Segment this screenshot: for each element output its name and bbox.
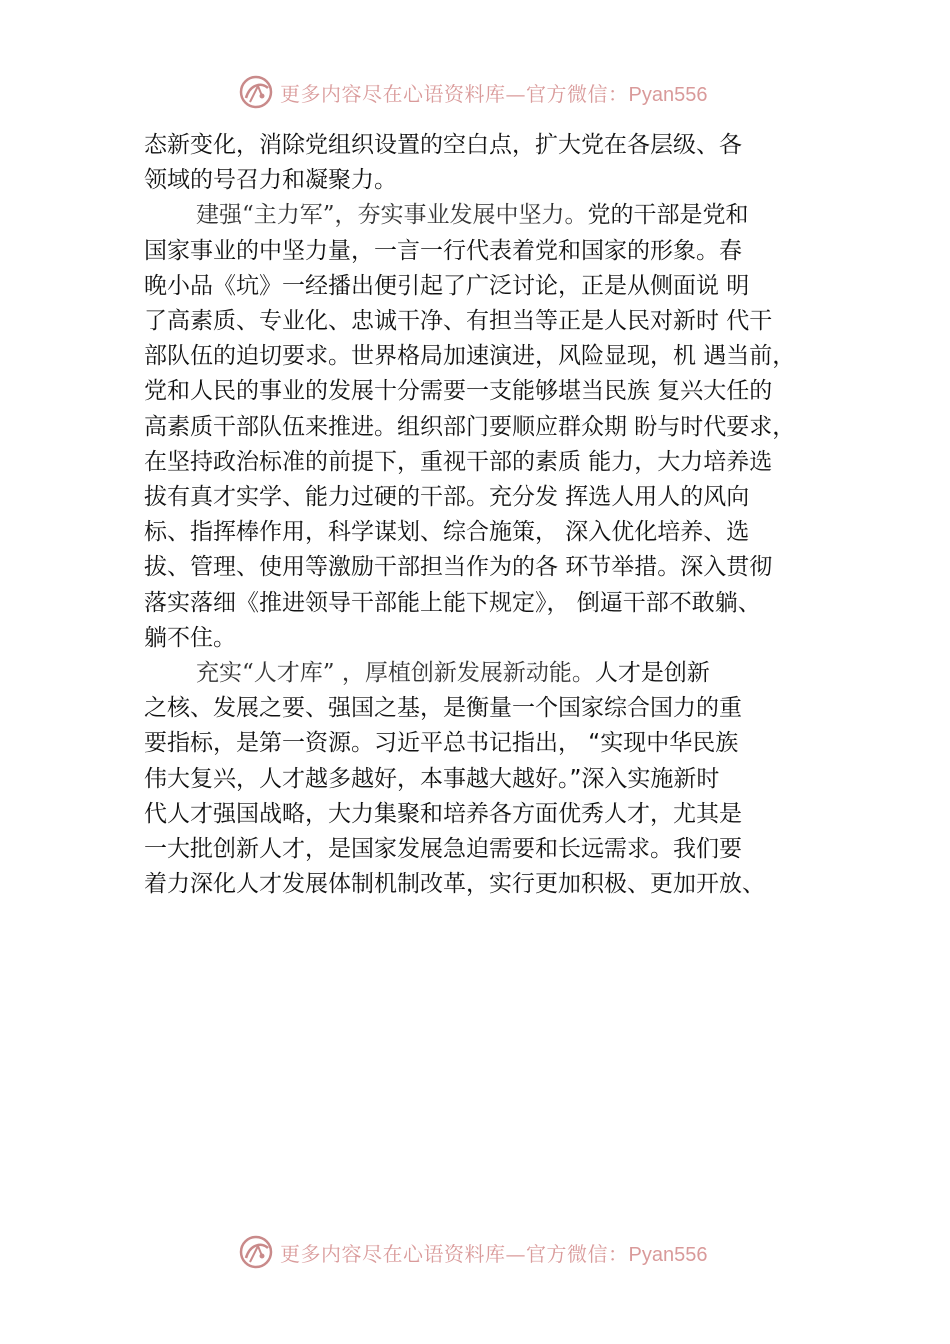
brand-logo-icon <box>238 1234 274 1270</box>
text-line: 高素质干部队伍来推进。组织部门要顺应群众期 盼与时代要求， <box>144 413 796 440</box>
footer-banner <box>238 1232 738 1272</box>
text-line: 部队伍的迫切要求。世界格局加速演进，风险显现，机 遇当前， <box>144 343 796 370</box>
section-heading: 建强“主力军”，夯实事业发展中坚力。 <box>196 202 588 229</box>
text-line: 标、指挥棒作用，科学谋划、综合施策， 深入优化培养、选 <box>144 519 750 546</box>
text-line: 要指标，是第一资源。习近平总书记指出， “实现中华民族 <box>144 730 739 757</box>
section-heading: 充实“人才库” ，厚植创新发展新动能。 <box>196 660 595 687</box>
text-line: 之核、发展之要、强国之基，是衡量一个国家综合国力的重 <box>144 695 742 722</box>
text-line: 建强“主力军”，夯实事业发展中坚力。党的干部是党和 <box>196 202 749 229</box>
banner-text: 更多内容尽在心语资料库—官方微信：Pyan556 <box>280 81 708 106</box>
text-line: 国家事业的中坚力量，一言一行代表着党和国家的形象。春 <box>144 237 742 264</box>
paragraph-2 <box>144 198 834 656</box>
text-line: 一大批创新人才，是国家发展急迫需要和长远需求。我们要 <box>144 836 742 863</box>
text-line: 落实落细《推进领导干部能上能下规定》， 倒逼干部不敢躺、 <box>144 589 761 616</box>
brand-logo-icon <box>238 74 274 110</box>
text-line: 代人才强国战略，大力集聚和培养各方面优秀人才，尤其是 <box>144 800 742 827</box>
wechat-id: Pyan556 <box>628 1243 708 1266</box>
text-line: 着力深化人才发展体制机制改革，实行更加积极、更加开放、 <box>144 871 765 898</box>
text-line: 充实“人才库” ，厚植创新发展新动能。人才是创新 <box>196 660 710 687</box>
text-line: 态新变化，消除党组织设置的空白点，扩大党在各层级、各 <box>144 132 742 158</box>
text-line: 了高素质、专业化、忠诚干净、有担当等正是人民对新时 代干 <box>144 308 773 335</box>
paragraph-1 <box>144 128 834 198</box>
header-banner <box>238 72 738 112</box>
article-body <box>144 128 834 902</box>
text-line: 党和人民的事业的发展十分需要一支能够堪当民族 复兴大任的 <box>144 378 773 405</box>
text-line: 躺不住。 <box>144 624 236 651</box>
text-line: 拔有真才实学、能力过硬的干部。充分发 挥选人用人的风向 <box>144 484 750 511</box>
text-line: 晚小品《坑》一经播出便引起了广泛讨论，正是从侧面说 明 <box>144 272 750 299</box>
wechat-id: Pyan556 <box>628 83 708 106</box>
paragraph-3 <box>144 656 834 902</box>
text-line: 领域的号召力和凝聚力。 <box>144 167 397 194</box>
text-line: 拔、管理、使用等激励干部担当作为的各 环节举措。深入贯彻 <box>144 554 773 581</box>
banner-text: 更多内容尽在心语资料库—官方微信：Pyan556 <box>280 1241 708 1266</box>
text-line: 在坚持政治标准的前提下，重视干部的素质 能力，大力培养选 <box>144 448 773 475</box>
text-line: 伟大复兴，人才越多越好，本事越大越好。”深入实施新时 <box>144 765 720 792</box>
